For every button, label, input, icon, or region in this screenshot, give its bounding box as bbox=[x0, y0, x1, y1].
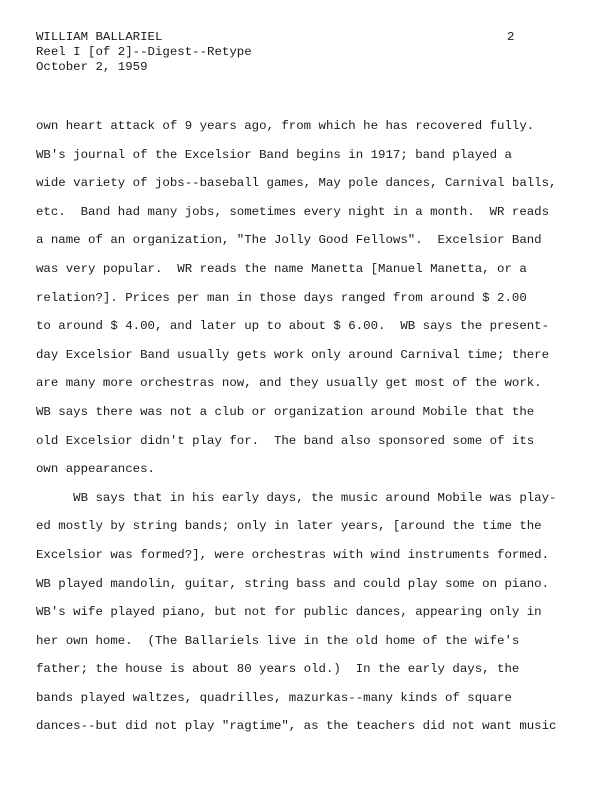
text-line: own appearances. bbox=[36, 462, 155, 477]
text-line: own heart attack of 9 years ago, from which he has recovered fully. bbox=[36, 119, 535, 133]
text-line: old Excelsior didn't play for. The band also sponsored some of its bbox=[36, 433, 535, 448]
text-line: was very popular. WR reads the name Manetta [Manuel Manetta, or a bbox=[36, 261, 527, 276]
text-line: etc. Band had many jobs, sometimes every night in a month. WR reads bbox=[36, 204, 550, 219]
interviewee-name: WILLIAM BALLARIEL bbox=[36, 30, 163, 44]
text-line: WB says there was not a club or organization around Mobile that the bbox=[36, 404, 535, 419]
text-line: her own home. (The Ballariels live in the old home of the wife's bbox=[36, 633, 520, 648]
text-line: dances--but did not play "ragtime", as the teachers did not want music bbox=[36, 719, 557, 734]
text-line: a name of an organization, "The Jolly Good Fellows". Excelsior Band bbox=[36, 233, 542, 248]
text-line: Excelsior was formed?], were orchestras with wind instruments formed. bbox=[36, 547, 550, 562]
text-line: day Excelsior Band usually gets work only around Carnival time; there bbox=[36, 347, 550, 362]
reel-info: Reel I [of 2]--Digest--Retype bbox=[36, 45, 252, 59]
text-line: are many more orchestras now, and they usually get most of the work. bbox=[36, 376, 542, 391]
page-number: 2 bbox=[507, 30, 515, 44]
transcript-body bbox=[36, 116, 576, 745]
text-line: wide variety of jobs--baseball games, May pole dances, Carnival balls, bbox=[36, 176, 557, 191]
document-header bbox=[36, 30, 252, 75]
text-line: WB says that in his early days, the music around Mobile was play- bbox=[36, 490, 557, 505]
text-line: WB played mandolin, guitar, string bass and could play some on piano. bbox=[36, 576, 550, 591]
text-line: bands played waltzes, quadrilles, mazurkas--many kinds of square bbox=[36, 690, 512, 705]
text-line: WB's wife played piano, but not for public dances, appearing only in bbox=[36, 605, 542, 620]
interview-date: October 2, 1959 bbox=[36, 60, 148, 74]
text-line: father; the house is about 80 years old.) In the early days, the bbox=[36, 662, 520, 677]
text-line: ed mostly by string bands; only in later years, [around the time the bbox=[36, 519, 542, 534]
text-line: relation?]. Prices per man in those days ranged from around $ 2.00 bbox=[36, 290, 527, 305]
text-line: WB's journal of the Excelsior Band begins in 1917; band played a bbox=[36, 147, 512, 162]
text-line: to around $ 4.00, and later up to about $ 6.00. WB says the present- bbox=[36, 319, 550, 334]
